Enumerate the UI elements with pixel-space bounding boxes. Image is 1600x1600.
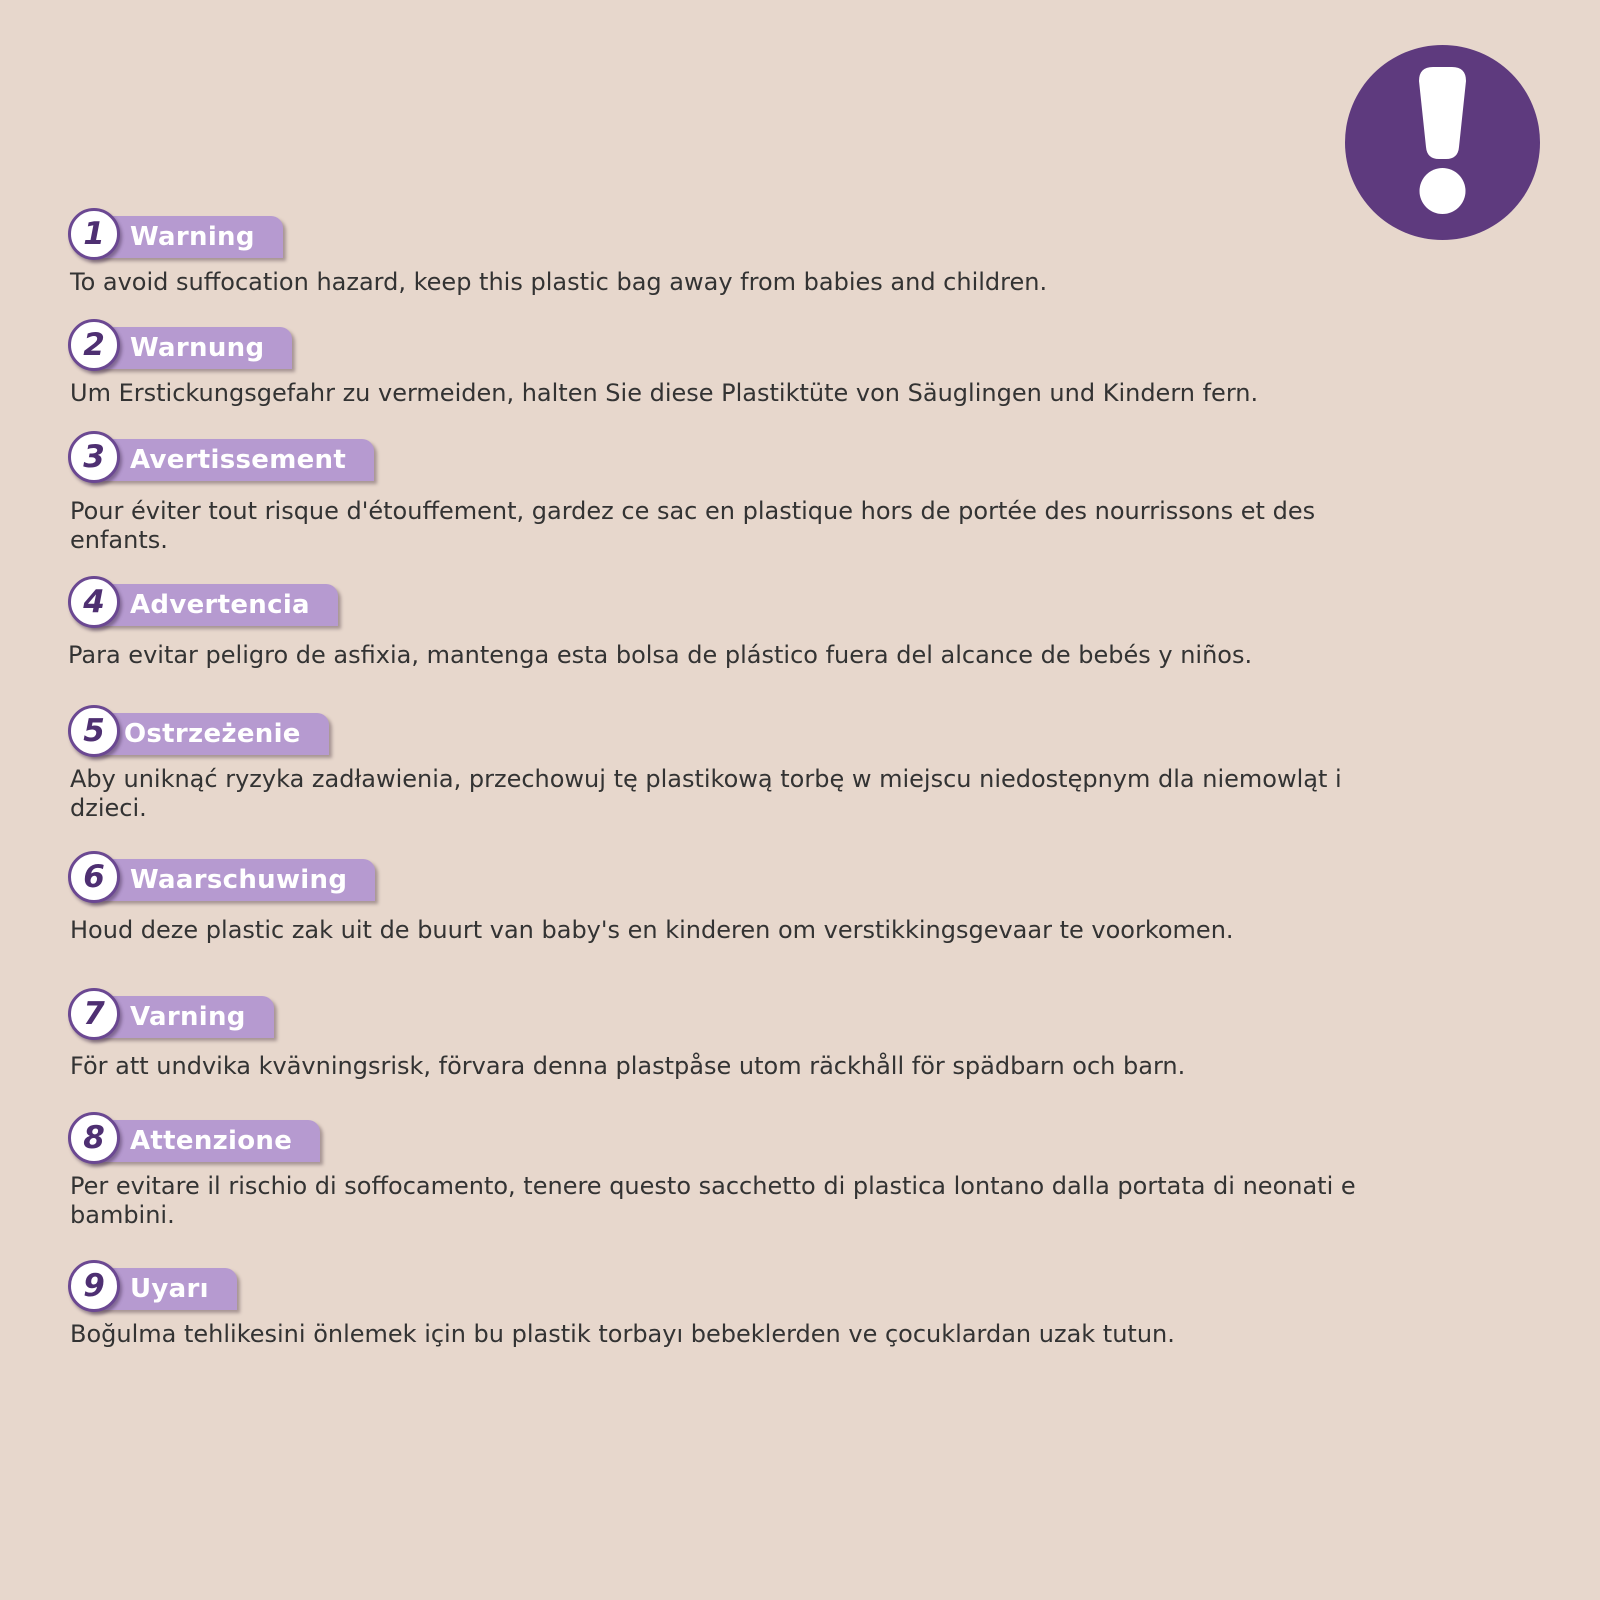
label-pill <box>88 439 374 481</box>
warning-block-pl <box>68 705 1370 823</box>
warning-label: Waarschuwing <box>130 865 348 895</box>
warning-number: 2 <box>83 326 105 363</box>
warning-header <box>68 431 1370 483</box>
warning-label: Uyarı <box>130 1274 209 1304</box>
number-badge <box>68 851 120 903</box>
warning-number: 9 <box>83 1267 105 1304</box>
warning-text: To avoid suffocation hazard, keep this plastic bag away from babies and children. <box>70 268 1048 296</box>
warning-block-it <box>68 1112 1410 1230</box>
warning-number: 7 <box>83 995 105 1032</box>
number-badge <box>68 988 120 1040</box>
warning-header <box>68 705 1370 757</box>
warning-header <box>68 851 1370 903</box>
warning-text: Para evitar peligro de asfixia, mantenga esta bolsa de plástico fuera del alcance de bebés y niños. <box>68 641 1253 669</box>
number-badge <box>68 208 120 260</box>
warning-block-de <box>68 319 1370 408</box>
exclamation-circle-icon <box>1345 45 1540 240</box>
label-pill <box>88 1120 320 1162</box>
number-badge <box>68 431 120 483</box>
warning-block-tr <box>68 1260 1370 1349</box>
warning-block-nl <box>68 851 1370 945</box>
warning-header <box>68 319 1370 371</box>
warning-label: Attenzione <box>130 1126 293 1156</box>
warning-number: 5 <box>83 712 105 749</box>
warning-text: Pour éviter tout risque d'étouffement, gardez ce sac en plastique hors de portée des nourrissons et des enfants. <box>70 497 1316 554</box>
warning-number: 6 <box>83 858 105 895</box>
number-badge <box>68 1260 120 1312</box>
warning-label: Avertissement <box>130 445 347 475</box>
label-pill <box>88 859 375 901</box>
warning-label: Warning <box>130 222 255 252</box>
exclamation-mark-glyph <box>1345 45 1540 240</box>
warning-text: Aby uniknąć ryzyka zadławienia, przechowuj tę plastikową torbę w miejscu niedostępnym dla niemowląt i dzieci. <box>70 765 1342 822</box>
warning-header <box>68 1260 1370 1312</box>
warning-block-fr <box>68 431 1370 555</box>
warning-number: 4 <box>83 583 105 620</box>
warning-number: 1 <box>83 215 105 252</box>
warning-header <box>68 1112 1410 1164</box>
warning-label: Advertencia <box>130 590 310 620</box>
number-badge <box>68 1112 120 1164</box>
number-badge <box>68 705 120 757</box>
label-pill <box>88 584 338 626</box>
warning-block-es <box>68 576 1368 670</box>
warning-text: Boğulma tehlikesini önlemek için bu plastik torbayı bebeklerden ve çocuklardan uzak tutun. <box>70 1320 1175 1348</box>
warning-text: Um Erstickungsgefahr zu vermeiden, halten Sie diese Plastiktüte von Säuglingen und Kindern fern. <box>70 379 1259 407</box>
warning-text: Per evitare il rischio di soffocamento, tenere questo sacchetto di plastica lontano dalla portata di neonati e bambini. <box>70 1172 1356 1229</box>
warning-label: Ostrzeżenie <box>124 719 301 749</box>
warning-number: 8 <box>83 1119 105 1156</box>
label-pill <box>88 713 329 755</box>
warning-header <box>68 988 1370 1040</box>
number-badge <box>68 576 120 628</box>
warning-header <box>68 208 1370 260</box>
number-badge <box>68 319 120 371</box>
warning-text: Houd deze plastic zak uit de buurt van baby's en kinderen om verstikkingsgevaar te voorkomen. <box>70 916 1234 944</box>
warning-label: Warnung <box>130 333 265 363</box>
warning-text: För att undvika kvävningsrisk, förvara denna plastpåse utom räckhåll för spädbarn och barn. <box>70 1052 1186 1080</box>
warning-header <box>68 576 1368 628</box>
warning-label: Varning <box>130 1002 246 1032</box>
warning-block-en <box>68 208 1370 297</box>
warning-number: 3 <box>83 438 105 475</box>
warning-block-sv <box>68 988 1370 1081</box>
